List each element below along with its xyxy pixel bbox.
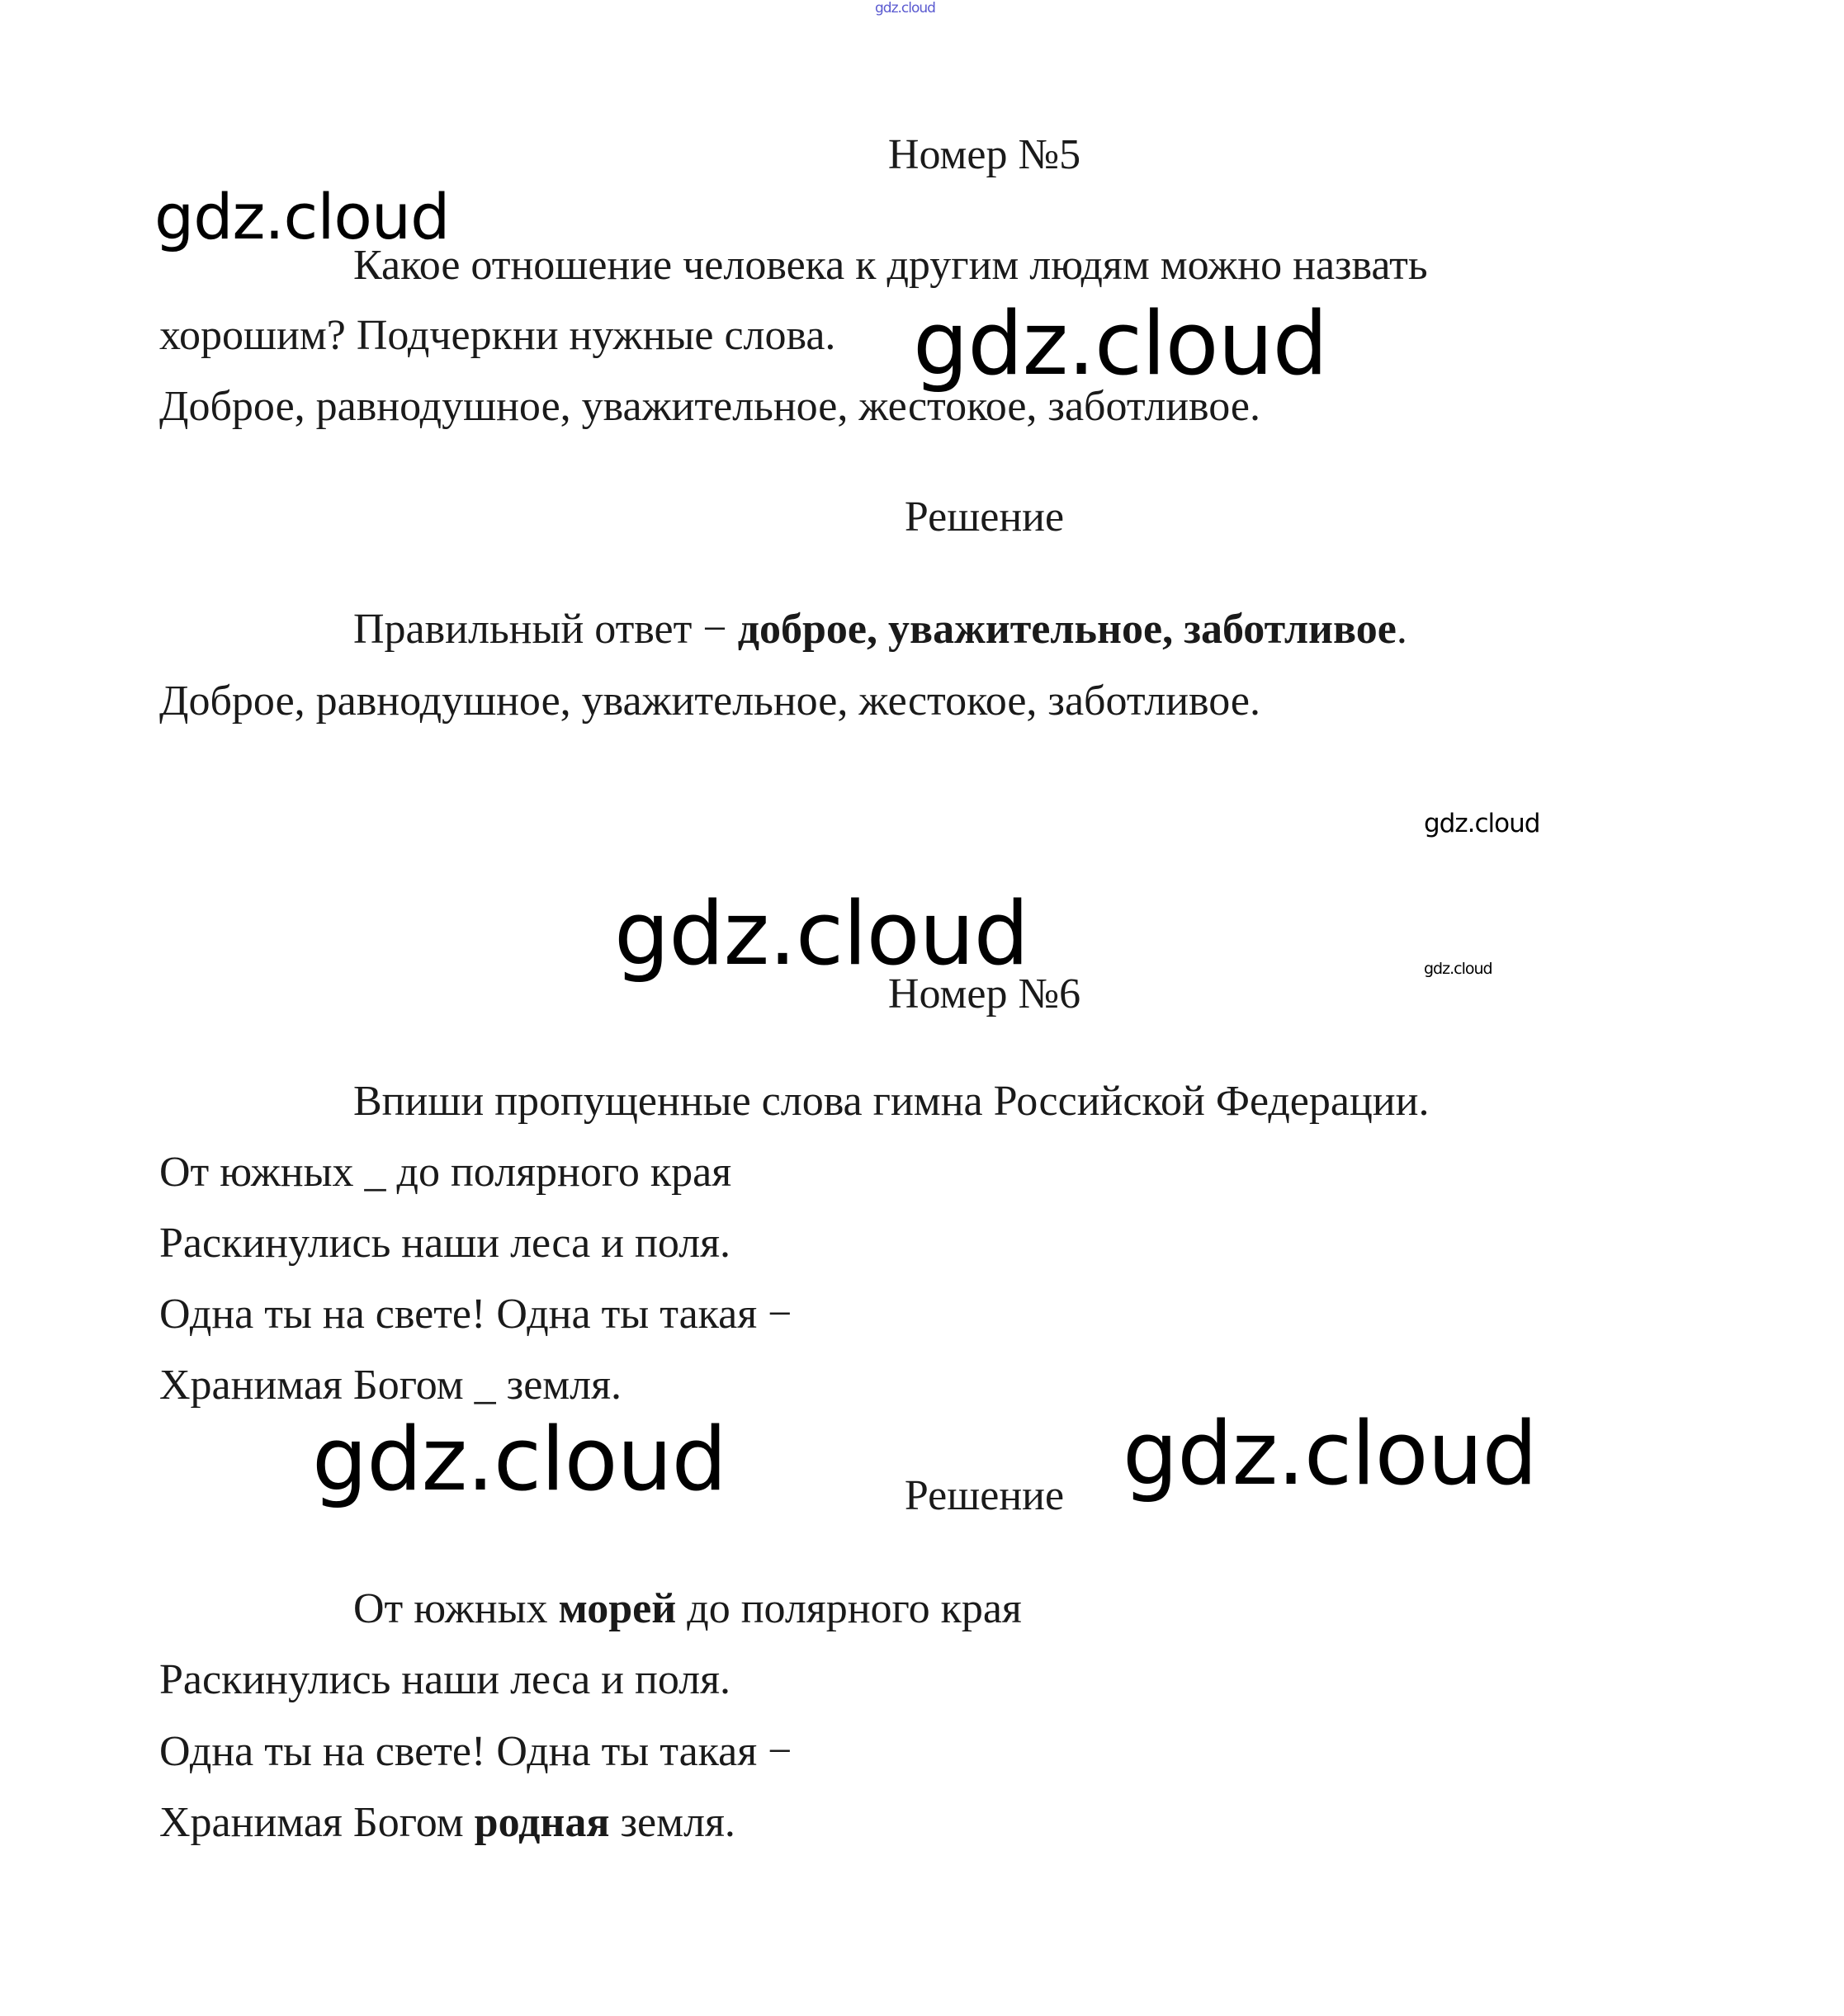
watermark-mid-q5: gdz.cloud — [913, 293, 1327, 394]
watermark-top-left: gdz.cloud — [154, 180, 450, 253]
task5-answer-prefix: Правильный ответ − — [353, 606, 738, 653]
watermark-center-large: gdz.cloud — [614, 883, 1028, 984]
watermark-right-small: gdz.cloud — [1424, 809, 1540, 838]
watermark-right-tiny: gdz.cloud — [1424, 960, 1492, 978]
task6-answer-line2: Раскинулись наши леса и поля. — [159, 1656, 731, 1703]
task6-answer-line4 — [159, 1798, 735, 1847]
task6-question: Впиши пропущенные слова гимна Российской Федерации. — [353, 1078, 1430, 1125]
task6-answer-line4-bold: родная — [474, 1799, 610, 1846]
task5-title: Номер №5 — [887, 131, 1081, 178]
task5-answer-suffix: . — [1396, 606, 1407, 653]
task6-answer-line3: Одна ты на свете! Одна ты такая − — [159, 1728, 792, 1775]
task6-answer-line1-bold: морей — [558, 1585, 677, 1632]
task6-answer-line4-post: земля. — [609, 1799, 735, 1846]
task6-answer-line1-post: до полярного края — [676, 1585, 1022, 1632]
task6-answer-line1 — [353, 1584, 1022, 1633]
task5-answer — [353, 605, 1407, 654]
task6-title: Номер №6 — [887, 970, 1081, 1017]
task5-answer-bold: доброе, уважительное, заботливое — [737, 606, 1397, 653]
watermark-bottom-left: gdz.cloud — [312, 1409, 726, 1510]
task6-answer-line4-pre: Хранимая Богом — [159, 1799, 475, 1846]
task6-verse-line1: От южных _ до полярного края — [159, 1149, 732, 1196]
task6-verse-line4: Хранимая Богом _ земля. — [159, 1362, 622, 1409]
task6-solution-heading: Решение — [904, 1472, 1065, 1519]
task6-verse-line2: Раскинулись наши леса и поля. — [159, 1220, 731, 1267]
task5-options-repeat: Доброе, равнодушное, уважительное, жестокое, заботливое. — [159, 678, 1260, 725]
task5-question-line2: хорошим? Подчеркни нужные слова. — [159, 312, 836, 359]
task6-verse-line3: Одна ты на свете! Одна ты такая − — [159, 1291, 792, 1338]
task5-solution-heading: Решение — [904, 493, 1065, 541]
task5-question-line1: Какое отношение человека к другим людям можно назвать — [353, 242, 1428, 289]
watermark-top-tiny: gdz.cloud — [875, 0, 935, 17]
task5-options: Доброе, равнодушное, уважительное, жестокое, заботливое. — [159, 383, 1260, 430]
task6-answer-line1-pre: От южных — [353, 1585, 559, 1632]
watermark-bottom-right: gdz.cloud — [1123, 1403, 1537, 1504]
